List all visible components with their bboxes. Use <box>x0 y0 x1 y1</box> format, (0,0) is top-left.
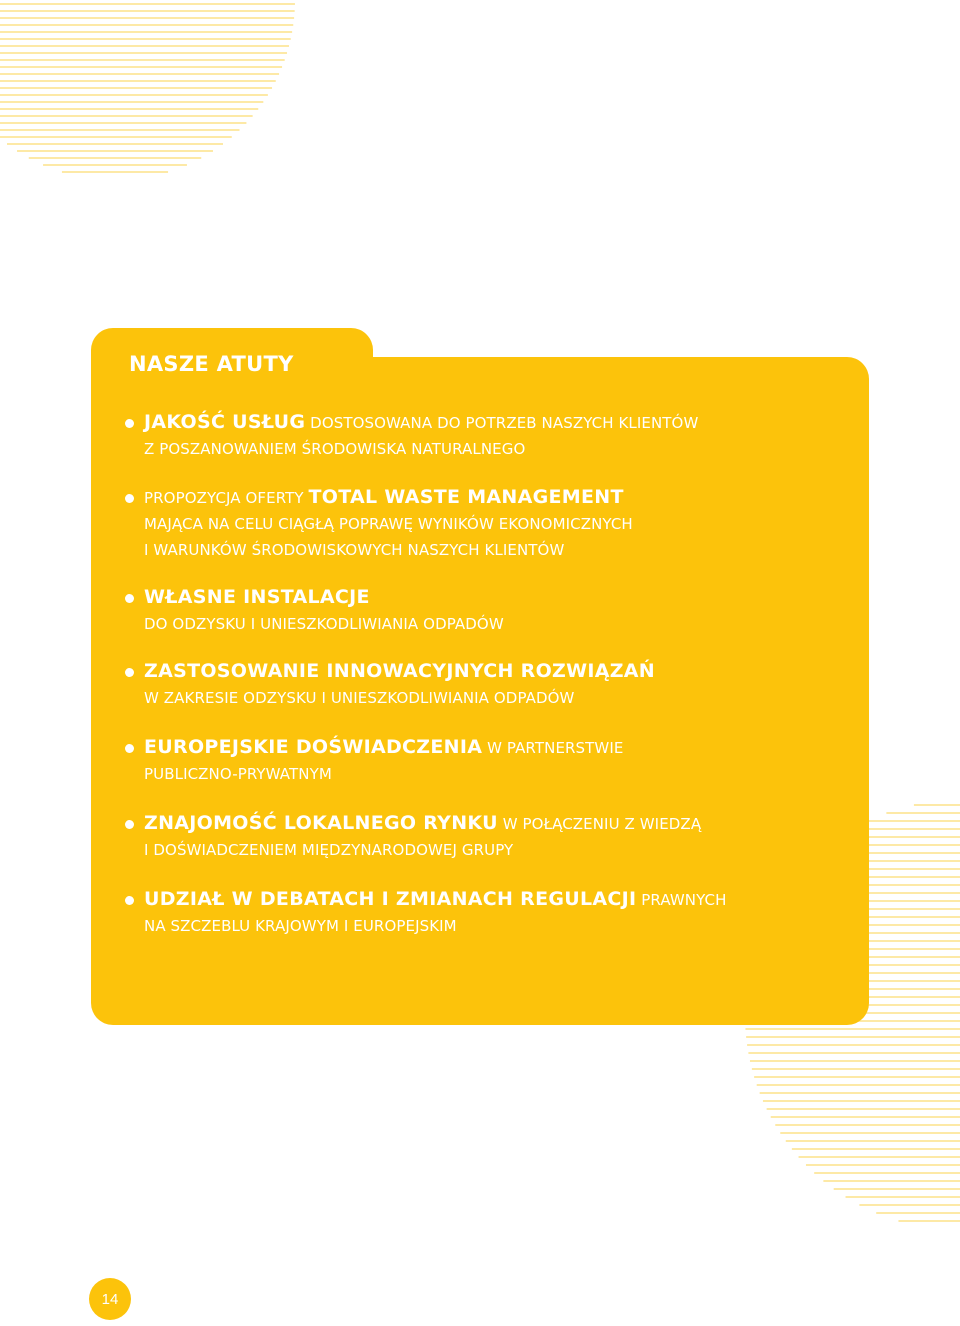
section-title: NASZE ATUTY <box>129 352 294 376</box>
list-item <box>144 585 504 637</box>
item-rest: PRAWNYCH <box>636 891 727 909</box>
list-item <box>144 410 698 462</box>
item-bold: JAKOŚĆ USŁUG <box>144 411 306 433</box>
item-line2: MAJĄCA NA CELU CIĄGŁĄ POPRAWĘ WYNIKÓW EKONOMICZNYCH <box>144 515 633 533</box>
list-item <box>144 485 633 563</box>
item-bold: WŁASNE INSTALACJE <box>144 586 370 608</box>
item-prefix: PROPOZYCJA OFERTY <box>144 489 309 507</box>
list-item <box>144 887 727 939</box>
item-line2: PUBLICZNO-PRYWATNYM <box>144 765 332 783</box>
item-bold: ZNAJOMOŚĆ LOKALNEGO RYNKU <box>144 812 498 834</box>
list-item <box>144 659 655 711</box>
page-number: 14 <box>89 1278 131 1320</box>
item-line2: Z POSZANOWANIEM ŚRODOWISKA NATURALNEGO <box>144 440 526 458</box>
item-line2: W ZAKRESIE ODZYSKU I UNIESZKODLIWIANIA ODPADÓW <box>144 689 575 707</box>
list-item <box>144 735 623 787</box>
item-bold: EUROPEJSKIE DOŚWIADCZENIA <box>144 736 483 758</box>
item-bold: UDZIAŁ W DEBATACH I ZMIANACH REGULACJI <box>144 888 637 910</box>
item-line2: DO ODZYSKU I UNIESZKODLIWIANIA ODPADÓW <box>144 615 504 633</box>
item-rest: DOSTOSOWANA DO POTRZEB NASZYCH KLIENTÓW <box>305 414 699 432</box>
stripe-semicircle-top <box>0 4 295 172</box>
list-item <box>144 811 701 863</box>
item-line2: NA SZCZEBLU KRAJOWYM I EUROPEJSKIM <box>144 917 457 935</box>
item-line2: I DOŚWIADCZENIEM MIĘDZYNARODOWEJ GRUPY <box>144 841 514 859</box>
item-rest: W POŁĄCZENIU Z WIEDZĄ <box>497 815 702 833</box>
item-rest: W PARTNERSTWIE <box>482 739 624 757</box>
item-bold: ZASTOSOWANIE INNOWACYJNYCH ROZWIĄZAŃ <box>144 660 656 682</box>
item-line3: I WARUNKÓW ŚRODOWISKOWYCH NASZYCH KLIENTÓW <box>144 541 565 559</box>
item-bold: TOTAL WASTE MANAGEMENT <box>308 486 624 508</box>
